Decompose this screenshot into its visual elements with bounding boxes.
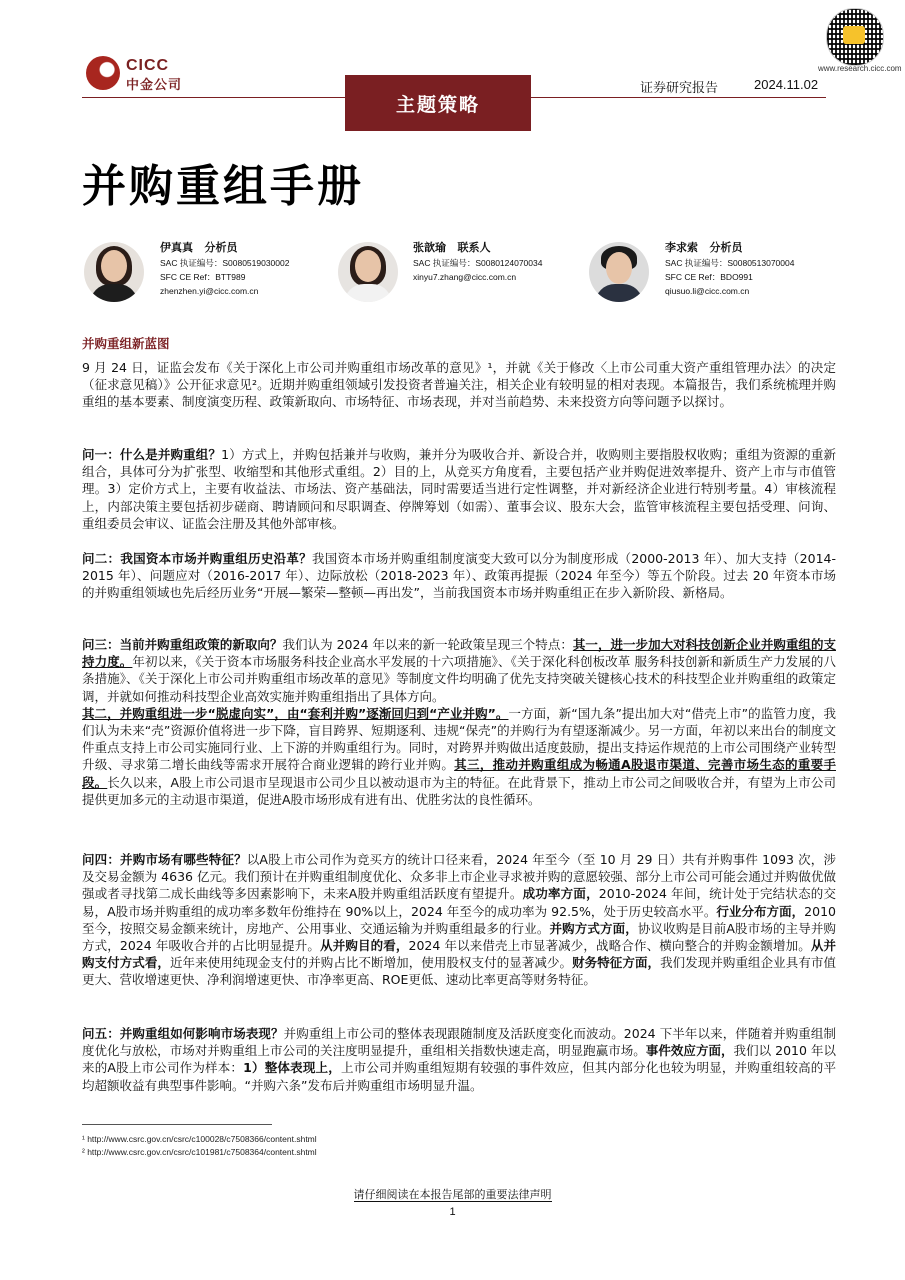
analyst-sfc: SFC CE Ref：BTT989	[160, 272, 246, 282]
q4-paragraph: 问四：并购市场有哪些特征？以A股上市公司作为竞买方的统计口径来看，2024 年至今（至 10 月 29 日）共有并购事件 1093 次，涉及交易金额为 4636 亿元。我们预计在并购重组制度优化、众多非上市企业寻求被并购的意愿较强、部分上市公司可能会通过并购做优做强或者寻找第二成长曲线等多因素影响下，未来A股并购重组活跃度有望提升。成功率方面，2010-2024 年间，统计处于完结状态的交易，A股市场并购重组的成功率多数年份维持在 90%以上，2024 年至今的成功率为 92.5%，处于历史较高水平。行业分布方面，2010 至今，按照交易金额来统计，房地产、公用事业、交通运输为并购重组最多的行业。并购方式方面，协议收购是目前A股市场的主导并购方式，2024 年吸收合并的占比明显提升。从并购目的看，2024 年以来借壳上市显著减少，战略合作、横向整合的并购金额增加。从并购支付方式看，近年来使用纯现金支付的并购占比不断增加，使用股权支付的显著减少。财务特征方面，我们发现并购重组企业具有市值更大、营收增速更快、净利润增速更快、市净率更高、ROE更低、速动比率更高等财务特征。	[82, 852, 836, 988]
section-heading: 并购重组新蓝图	[82, 336, 170, 351]
analyst-name: 李求索 分析员	[665, 241, 743, 254]
report-date: 2024.11.02	[754, 77, 819, 92]
category-banner: 主题策略	[345, 75, 531, 131]
q2-paragraph: 问二：我国资本市场并购重组历史沿革？我国资本市场并购重组制度演变大致可以分为制度形成（2000-2013 年）、加大支持（2014-2015 年）、问题应对（2016-2017 年）、边际放松（2018-2023 年）、政策再提振（2024 年至今）等五个阶段。过去 20 年资本市场的并购重组领域也先后经历业务“开展—繁荣—整顿—再出发”，当前我国资本市场并购重组正在步入新阶段、新格局。	[82, 551, 836, 601]
analyst-email[interactable]: xinyu7.zhang@cicc.com.cn	[413, 272, 517, 282]
footnote-2[interactable]: ² http://www.csrc.gov.cn/csrc/c101981/c7508364/content.shtml	[82, 1147, 317, 1157]
logo-text: CICC	[126, 57, 170, 74]
footnote-1[interactable]: ¹ http://www.csrc.gov.cn/csrc/c100028/c7508366/content.shtml	[82, 1134, 317, 1144]
report-type: 证券研究报告	[640, 81, 719, 96]
page-title: 并购重组手册	[82, 161, 364, 212]
q3-paragraph: 问三：当前并购重组政策的新取向？我们认为 2024 年以来的新一轮政策呈现三个特点：其一，进一步加大对科技创新企业并购重组的支持力度。年初以来，《关于资本市场服务科技企业高水平发展的十六项措施》、《关于深化科创板改革 服务科技创新和新质生产力发展的八条措施》、《关于深化上市公司并购重组市场改革的意见》等制度文件均明确了优先支持突破关键核心技术的科技型企业并购重组的政策定调，并就如何推动科技型企业高效实施并购重组指出了具体方向。 其二，并购重组进一步“脱虚向实”，由“套利并购”逐渐回归到“产业并购”。一方面，新“国九条”提出加大对“借壳上市”的监管力度，我们认为未来“壳”资源价值将进一步下降，盲目跨界、短期逐利、违规“保壳”的并购行为有望逐渐减少。另一方面，年初以来出台的制度文件重点支持上市公司实施同行业、上下游的并购重组行为。同时，对跨界并购做出适度鼓励，提出支持运作规范的上市公司围绕产业转型升级、寻求第二增长曲线等需求开展符合商业逻辑的跨行业并购。其三，推动并购重组成为畅通A股退市渠道、完善市场生态的重要手段。长久以来，A股上市公司退市呈现退市公司少且以被动退市为主的特征。在此背景下，推动上市公司之间吸收合并，有望为上市公司提供更加多元的主动退市渠道，促进A股市场形成有进有出、优胜劣汰的良性循环。	[82, 637, 837, 807]
avatar	[338, 242, 398, 302]
analyst-email[interactable]: qiusuo.li@cicc.com.cn	[665, 286, 750, 296]
qr-logo-icon	[843, 26, 865, 44]
logo-cn-text: 中金公司	[126, 78, 183, 93]
avatar	[84, 242, 144, 302]
analyst-sac: SAC 执证编号：S0080513070004	[665, 258, 795, 268]
q1-paragraph: 问一：什么是并购重组？1）方式上，并购包括兼并与收购，兼并分为吸收合并、新设合并，收购则主要指股权收购；重组为资源的重新组合，具体可分为扩张型、收缩型和其他形式重组。2）目的上，从竞买方角度看，主要包括产业并购促进效率提升、资产上市与市值管理。3）定价方式上，主要有收益法、市场法、资产基础法，同时需要适当进行定性调整，并对新经济企业进行特别考量。4）审核流程上，内部决策主要包括初步磋商、聘请顾问和尽职调查、停牌筹划（如需）、董事会议、股东大会，监管审核流程主要包括受理、问询、重组委员会审议、证监会注册及其他外部审核。	[82, 447, 836, 531]
analyst-name: 张歆瑜 联系人	[413, 241, 491, 254]
cicc-logo-icon	[86, 56, 120, 90]
website-link[interactable]: www.research.cicc.com	[818, 64, 902, 73]
analyst-sac: SAC 执证编号：S0080519030002	[160, 258, 290, 268]
analyst-name: 伊真真 分析员	[160, 241, 238, 254]
intro-paragraph: 9 月 24 日，证监会发布《关于深化上市公司并购重组市场改革的意见》¹，并就《关于修改〈上市公司重大资产重组管理办法〉的决定（征求意见稿）》公开征求意见²。近期并购重组领域引发投资者普遍关注，相关企业有较明显的相对表现。本篇报告，我们系统梳理并购重组的基本要素、制度演变历程、政策新取向、市场特征、市场表现，并对当前趋势、未来投资方向等问题予以探讨。	[82, 360, 836, 410]
q5-paragraph: 问五：并购重组如何影响市场表现？并购重组上市公司的整体表现跟随制度及活跃度变化而波动。2024 下半年以来，伴随着并购重组制度优化与放松，市场对并购重组上市公司的关注度明显提升，重组相关指数快速走高，明显跑赢市场。事件效应方面，我们以 2010 年以来的A股上市公司作为样本：1）整体表现上，上市公司并购重组短期有较强的事件效应，但其内部分化也较为明显，并购重组较高的平均超额收益有典型事件影响。“并购六条”发布后并购重组市场明显升温。	[82, 1026, 836, 1093]
avatar	[589, 242, 649, 302]
legal-notice: 请仔细阅读在本报告尾部的重要法律声明	[353, 1188, 552, 1201]
analyst-sac: SAC 执证编号：S0080124070034	[413, 258, 543, 268]
analyst-sfc: SFC CE Ref：BDO991	[665, 272, 753, 282]
analyst-email[interactable]: zhenzhen.yi@cicc.com.cn	[160, 286, 259, 296]
page-number: 1	[449, 1206, 456, 1218]
footnote-rule	[82, 1124, 272, 1125]
